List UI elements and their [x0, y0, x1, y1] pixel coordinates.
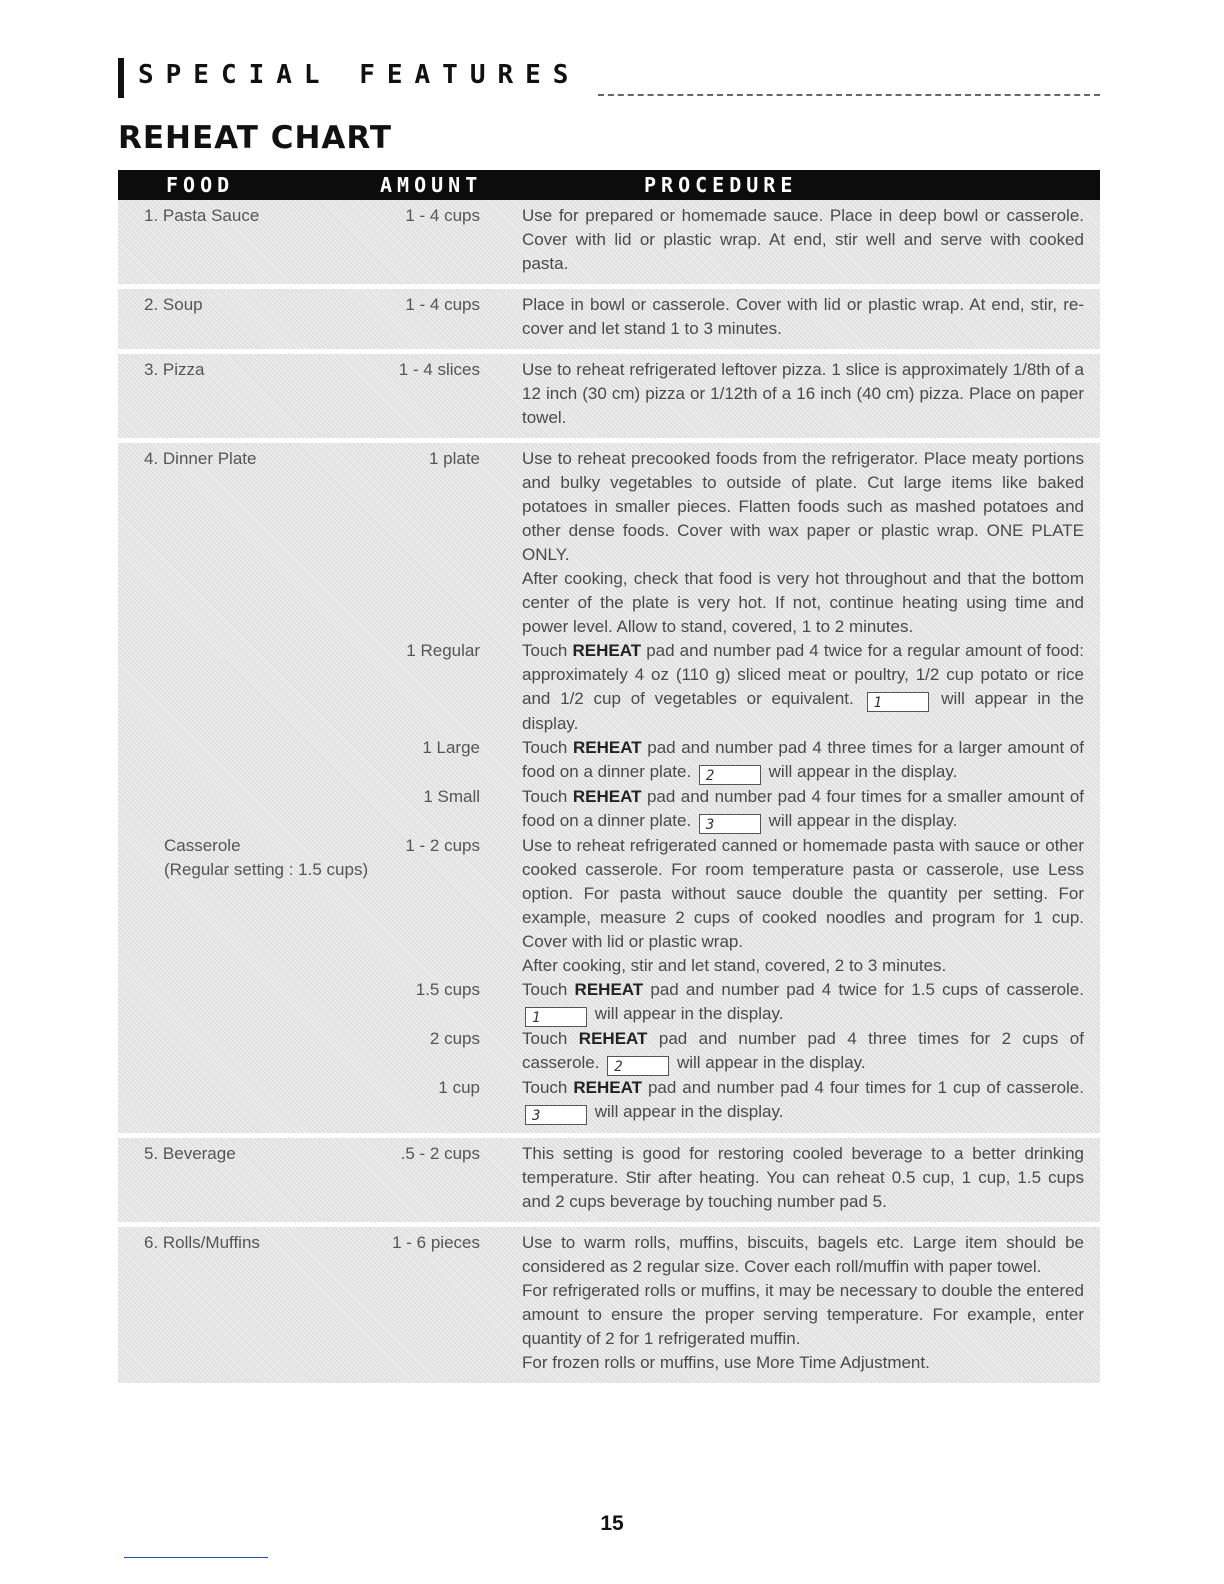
section-bar [118, 58, 124, 98]
amount-cell: .5 - 2 cups [400, 1144, 480, 1163]
procedure-text: After cooking, stir and let stand, covered, 2 to 3 minutes. [522, 956, 947, 975]
procedure-text: pad and number pad 4 four times for 1 cup of casserole. [647, 1078, 1084, 1097]
touch-text: Touch [522, 787, 568, 806]
procedure-cell [522, 639, 1084, 736]
amount-cell: 1 - 4 slices [398, 360, 480, 379]
touch-text: Touch [522, 980, 568, 999]
amount-cell: 1 plate [428, 449, 480, 468]
amount-cell: 1 Large [422, 738, 480, 757]
amount-cell: 1 - 4 cups [405, 295, 480, 314]
food-cell: 6. Rolls/Muffins [144, 1233, 260, 1252]
amount-cell: 1 Small [423, 787, 480, 806]
reheat-chart-table [118, 170, 1100, 1383]
procedure-text: After cooking, check that food is very hot throughout and that the bottom center of the plate is very hot. If not, continue heating using time and power level. Allow to stand, covered, 1 to 2 minutes. [522, 569, 1084, 636]
procedure-text: For refrigerated rolls or muffins, it may be necessary to double the entered amount to ensure the proper serving temperature. For example, enter quantity of 2 for 1 refrigerated muffin. [522, 1281, 1084, 1348]
amount-cell: 1 - 4 cups [405, 206, 480, 225]
display-readout: 3 [525, 1105, 587, 1125]
procedure-cell [522, 1076, 1084, 1125]
procedure-text: Use to warm rolls, muffins, biscuits, bagels etc. Large item should be considered as 2 regular size. Cover each roll/muffin with paper towel. [522, 1233, 1084, 1276]
amount-cell: 1 Regular [406, 641, 480, 660]
row-pasta-sauce [118, 200, 1100, 284]
row-rolls-muffins [118, 1227, 1100, 1383]
procedure-text: pad and number pad 4 twice for 1.5 cups of casserole. [650, 980, 1084, 999]
header-amount: AMOUNT [380, 173, 483, 197]
amount-cell: 1 - 2 cups [405, 836, 480, 855]
reheat-pad-label: REHEAT [578, 1029, 648, 1048]
display-readout: 2 [699, 765, 761, 785]
display-readout: 2 [607, 1056, 669, 1076]
procedure-cell [522, 785, 1084, 834]
procedure-text: will appear in the display. [768, 762, 958, 781]
amount-cell: 1.5 cups [415, 980, 480, 999]
food-cell: 1. Pasta Sauce [144, 206, 260, 225]
food-cell [118, 834, 369, 882]
reheat-pad-label: REHEAT [572, 787, 642, 806]
procedure-cell: Use for prepared or homemade sauce. Place in deep bowl or casserole. Cover with lid or plastic wrap. At end, stir well and serve with cooked pasta. [522, 206, 1084, 273]
procedure-text: will appear in the display. [768, 811, 958, 830]
reheat-pad-label: REHEAT [574, 980, 644, 999]
food-cell: 5. Beverage [144, 1144, 236, 1163]
procedure-text: will appear in the display. [676, 1053, 866, 1072]
casserole-note: (Regular setting : 1.5 cups) [164, 860, 369, 879]
amount-cell: 2 cups [429, 1029, 480, 1048]
procedure-text: pad and number pad 4 twice for a regular amount of food: approximately 4 oz (110 g) sliced meat or poultry, 1/2 cup potato or rice and 1/2 cup of vegetables or equivalent. [522, 641, 1084, 708]
touch-text: Touch [522, 641, 568, 660]
reheat-pad-label: REHEAT [573, 1078, 642, 1097]
procedure-cell: Use to reheat refrigerated leftover pizza. 1 slice is approximately 1/8th of a 12 inch (30 cm) pizza or 1/12th of a 16 inch (40 cm) pizza. Place on paper towel. [522, 360, 1084, 427]
procedure-cell [522, 1027, 1084, 1076]
procedure-cell [522, 978, 1084, 1027]
food-cell: 2. Soup [144, 295, 203, 314]
row-dinner-plate [118, 443, 1100, 1133]
section-header [118, 58, 1100, 98]
procedure-text: Use to reheat refrigerated canned or homemade pasta with sauce or other cooked casserole. For room temperature pasta or casserole, use Less option. For pasta without sauce double the quantity per setting. For example, measure 2 cups of cooked noodles and program for 1 cup. Cover with lid or plastic wrap. [522, 836, 1084, 951]
procedure-text: For frozen rolls or muffins, use More Time Adjustment. [522, 1353, 930, 1372]
procedure-text: pad and number pad 4 three times for a larger amount of food on a dinner plate. [522, 738, 1084, 781]
display-readout: 1 [867, 692, 929, 712]
procedure-cell: Place in bowl or casserole. Cover with lid or plastic wrap. At end, stir, re-cover and let stand 1 to 3 minutes. [522, 295, 1084, 338]
display-readout: 3 [699, 814, 761, 834]
amount-cell: 1 - 6 pieces [392, 1233, 480, 1252]
procedure-text: Use to reheat precooked foods from the refrigerator. Place meaty portions and bulky vegetables to outside of plate. Cut large items like baked potatoes in smaller pieces. Flatten foods such as mashed potatoes and other dense foods. Cover with wax paper or plastic wrap. ONE PLATE ONLY. [522, 449, 1084, 564]
procedure-cell [522, 447, 1084, 639]
procedure-cell [522, 834, 1084, 978]
page-number: 15 [600, 1512, 624, 1535]
amount-cell: 1 cup [438, 1078, 480, 1097]
procedure-cell [522, 736, 1084, 785]
reheat-pad-label: REHEAT [572, 641, 642, 660]
touch-text: Touch [522, 738, 568, 757]
row-pizza [118, 354, 1100, 438]
row-soup [118, 289, 1100, 349]
touch-text: Touch [522, 1029, 568, 1048]
touch-text: Touch [522, 1078, 568, 1097]
procedure-text: will appear in the display. [594, 1102, 784, 1121]
casserole-label: Casserole [164, 836, 241, 855]
row-beverage [118, 1138, 1100, 1222]
procedure-cell [522, 1231, 1084, 1375]
reheat-pad-label: REHEAT [572, 738, 642, 757]
header-food: FOOD [166, 173, 235, 197]
food-cell: 3. Pizza [144, 360, 205, 379]
section-title: SPECIAL FEATURES [138, 60, 581, 90]
display-readout: 1 [525, 1007, 587, 1027]
chart-title: REHEAT CHART [118, 120, 393, 156]
food-cell: 4. Dinner Plate [144, 449, 257, 468]
procedure-text: pad and number pad 4 three times for 2 cups of casserole. [522, 1029, 1084, 1072]
procedure-text: will appear in the display. [594, 1004, 784, 1023]
header-procedure: PROCEDURE [644, 173, 798, 197]
footer-rule [124, 1557, 268, 1558]
procedure-text: pad and number pad 4 four times for a smaller amount of food on a dinner plate. [522, 787, 1085, 830]
procedure-cell: This setting is good for restoring cooled beverage to a better drinking temperature. Stir after heating. You can reheat 0.5 cup, 1 cup, 1.5 cups and 2 cups beverage by touching number pad 5. [522, 1144, 1084, 1211]
procedure-text: will appear in the display. [522, 689, 1084, 733]
section-rule [598, 94, 1100, 96]
table-header [118, 170, 1100, 200]
